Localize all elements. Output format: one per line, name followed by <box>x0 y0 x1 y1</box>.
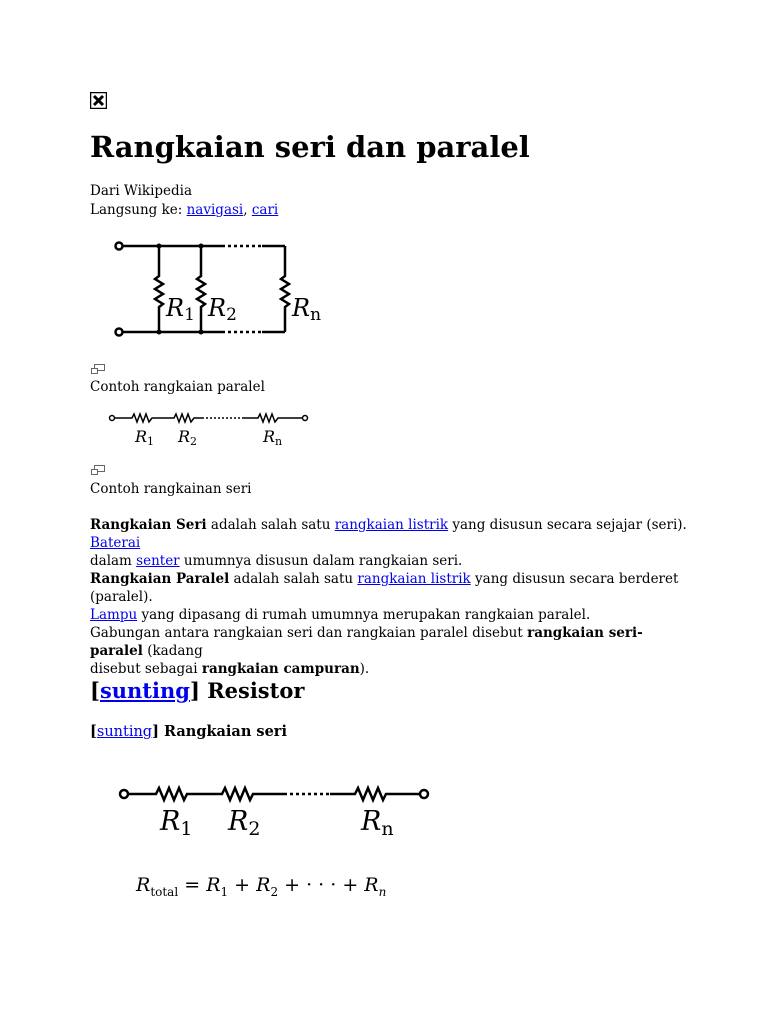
formula-r: R <box>256 874 271 896</box>
parallel-label-r2: R2 <box>208 294 237 325</box>
text: adalah salah satu <box>229 571 358 587</box>
jump-nav-link[interactable]: navigasi <box>186 202 244 218</box>
series-label-r1: R1 <box>135 427 155 448</box>
formula-r: R <box>206 874 221 896</box>
bracket: [ <box>90 678 100 703</box>
resistor-label-r2: R2 <box>228 806 261 840</box>
bracket: [ <box>90 723 97 740</box>
section-heading-resistor <box>90 678 304 704</box>
text: dalam <box>90 553 137 569</box>
series-caption: Contoh rangkainan seri <box>90 481 252 497</box>
bold-term: rangkaian seri-paralel <box>90 625 643 659</box>
page-title: Rangkaian seri dan paralel <box>90 130 530 164</box>
edit-link[interactable]: sunting <box>99 678 190 703</box>
text: disebut sebagai <box>90 661 202 677</box>
magnify-clip-icon[interactable] <box>91 461 105 472</box>
text: adalah salah satu <box>206 517 335 533</box>
parallel-circuit-figure <box>110 236 330 340</box>
formula-op: = <box>178 874 207 896</box>
magnify-clip-icon[interactable] <box>91 360 105 371</box>
formula-r: R <box>136 874 151 896</box>
series-circuit-figure <box>106 408 312 452</box>
parallel-label-rn: Rn <box>292 294 322 325</box>
paragraph-seri <box>90 516 690 570</box>
resistor-label-r1: R1 <box>160 806 193 840</box>
parallel-caption: Contoh rangkaian paralel <box>90 379 265 395</box>
link-baterai[interactable]: Baterai <box>90 535 141 551</box>
jump-search-link[interactable]: cari <box>251 202 279 218</box>
section-heading-seri <box>90 723 287 740</box>
text: yang dipasang di rumah umumnya merupakan rangkaian paralel. <box>137 607 591 623</box>
broken-image-icon <box>90 92 107 109</box>
section-title: Resistor <box>207 678 305 703</box>
text: yang disusun secara berderet (paralel). <box>90 571 679 605</box>
series-label-r2: R2 <box>178 427 198 448</box>
formula-sub: 1 <box>220 884 229 899</box>
link-rangkaian-listrik[interactable]: rangkaian listrik <box>357 571 471 587</box>
resistor-label-rn: Rn <box>361 806 394 840</box>
jump-prefix: Langsung ke: <box>90 202 187 218</box>
formula-r: R <box>364 874 379 896</box>
jump-sep: , <box>243 202 252 218</box>
bold-term: rangkaian campuran <box>201 661 360 677</box>
link-lampu[interactable]: Lampu <box>90 607 138 623</box>
total-resistance-formula <box>136 874 386 899</box>
bracket: ] <box>152 723 165 740</box>
text: (kadang <box>142 643 203 659</box>
bold-term: Rangkaian Seri <box>90 517 207 533</box>
text: Gabungan antara rangkaian seri dan rangkaian paralel disebut <box>90 625 528 641</box>
series-label-rn: Rn <box>263 427 283 448</box>
text: ). <box>359 661 370 677</box>
series-resistor-figure <box>112 778 442 844</box>
bracket: ] <box>189 678 208 703</box>
formula-op: + <box>228 874 257 896</box>
paragraph-paralel <box>90 570 690 624</box>
paragraph-gabungan <box>90 624 690 678</box>
text: umumnya disusun dalam rangkaian seri. <box>179 553 463 569</box>
section-title: Rangkaian seri <box>164 723 287 740</box>
parallel-label-r1: R1 <box>166 294 195 325</box>
formula-op: + · · · + <box>278 874 365 896</box>
formula-sub: n <box>378 884 387 899</box>
jump-links <box>90 201 278 219</box>
bold-term: Rangkaian Paralel <box>90 571 230 587</box>
link-senter[interactable]: senter <box>136 553 180 569</box>
link-rangkaian-listrik[interactable]: rangkaian listrik <box>334 517 449 533</box>
formula-sub: total <box>150 884 179 899</box>
formula-sub: 2 <box>270 884 279 899</box>
site-sub: Dari Wikipedia <box>90 183 193 199</box>
text: yang disusun secara sejajar (seri). <box>448 517 687 533</box>
edit-link[interactable]: sunting <box>96 724 153 740</box>
